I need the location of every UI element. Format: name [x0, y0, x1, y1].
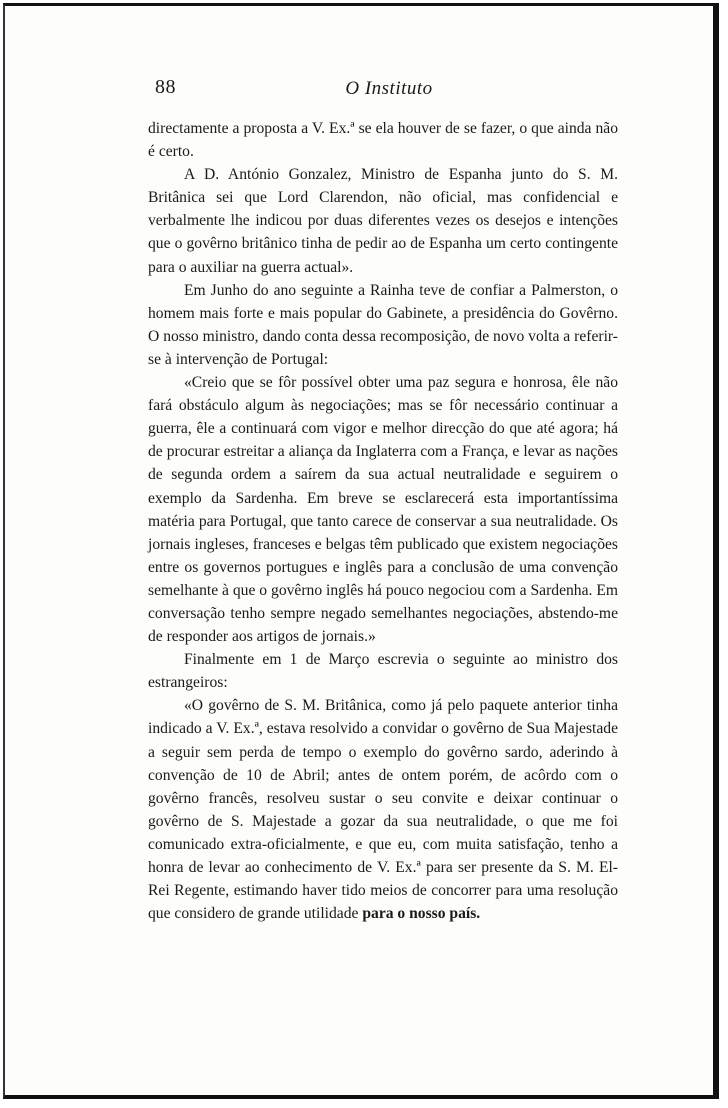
paragraph: directamente a proposta a V. Ex.ª se ela houver de se fazer, o que ainda não é certo.	[148, 120, 618, 161]
page-header	[155, 76, 623, 106]
quoted-paragraph: «Creio que se fôr possível obter uma paz segura e honrosa, êle não fará obstáculo algum às negociações; mas se fôr necessário continuar a guerra, êle a continuará com vigor e melhor direcção do que até agora; há de procurar estreitar a aliança da Inglaterra com a França, e levar as nações de segunda ordem a saírem da sua actual neutralidade e seguirem o exemplo da Sardenha. Em breve se esclarecerá esta importantíssima matéria para Portugal, que tanto carece de conservar a sua neutralidade. Os jornais ingleses, franceses e belgas têm publicado que existem negociações entre os governos portugues e inglês para a conclusão de uma convenção semelhante à que o govêrno inglês há pouco negociou com a Sardenha. Em conversação tenho sempre negado semelhantes negociações, abstendo-me de responder aos artigos de jornais.»	[148, 374, 618, 646]
paragraph: A D. António Gonzalez, Ministro de Espanha junto do S. M. Britânica sei que Lord Clarendon, não oficial, mas confidencial e verbalmente lhe indicou por duas diferentes vezes os desejos e intenções que o govêrno britânico tinha de pedir ao de Espanha um certo contingente para o auxiliar na guerra actual».	[148, 166, 618, 276]
running-title: O Instituto	[345, 78, 433, 99]
paragraph: Em Junho do ano seguinte a Rainha teve de confiar a Palmerston, o homem mais forte e mais popular do Gabinete, a presidência do Govêrno. O nosso ministro, dando conta dessa recomposição, de novo volta a referir-se à intervenção de Portugal:	[148, 281, 618, 368]
quoted-paragraph	[148, 694, 618, 925]
page-number: 88	[155, 76, 176, 98]
paragraph: Finalmente em 1 de Março escrevia o seguinte ao ministro dos estrangeiros:	[148, 651, 618, 692]
quote-ending: para o nosso país.	[362, 905, 481, 923]
quote-text: «O govêrno de S. M. Britânica, como já pelo paquete anterior tinha indicado a V. Ex.ª, estava resolvido a convidar o govêrno de Sua Majestade a seguir sem perda de tempo o exemplo do govêrno sardo, aderindo à convenção de 10 de Abril; antes de ontem porém, de acôrdo com o govêrno francês, resolveu sustar o seu convite e deixar continuar o govêrno de S. Majestade a gozar da sua neutralidade, o que me foi comunicado extra-oficialmente, e que eu, com muita satisfação, tenho a honra de levar ao conhecimento de V. Ex.ª para ser presente da S. M. El-Rei Regente, estimando haver tido meios de concorrer para uma resolução que considero de grande utilidade	[148, 697, 618, 923]
page-body	[148, 117, 618, 925]
